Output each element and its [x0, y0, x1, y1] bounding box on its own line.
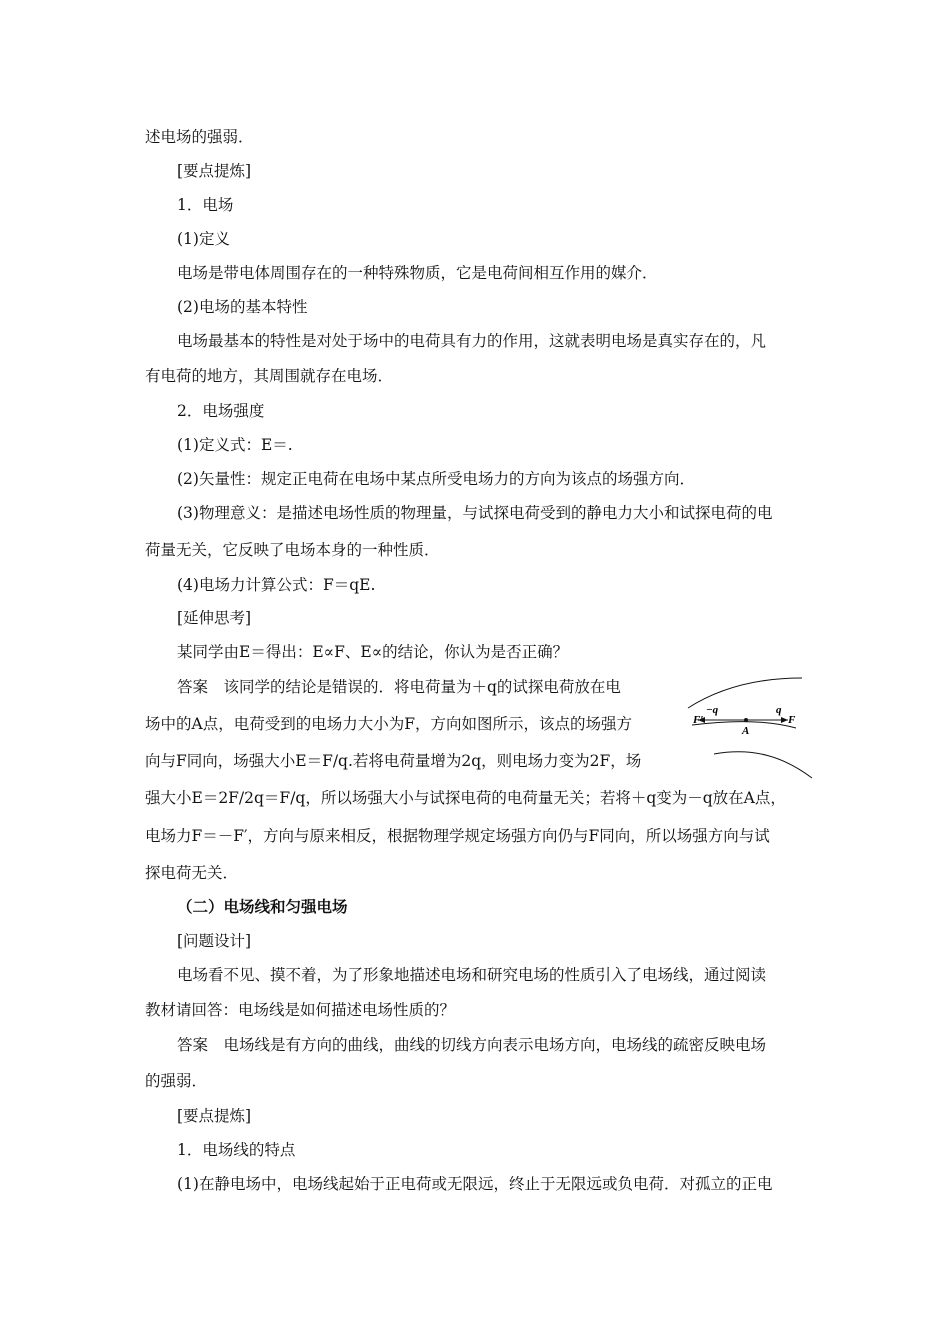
section-label-extended-thinking: [延伸思考] [177, 609, 252, 627]
arrow-right-icon [781, 717, 788, 723]
paragraph-basic-property-line2: 有电荷的地方，其周围就存在电场． [145, 367, 394, 385]
section-heading-field-lines: （二）电场线和匀强电场 [177, 897, 348, 916]
answer-line1: 答案 该同学的结论是错误的．将电荷量为＋q的试探电荷放在电 [177, 678, 621, 696]
paragraph-question-line1: 电场看不见、摸不着，为了形象地描述电场和研究电场的性质引入了电场线，通过阅读 [177, 966, 767, 984]
subheading-definition: (1)定义 [177, 230, 230, 248]
label-q: q [776, 704, 782, 716]
label-point-a: A [742, 725, 750, 737]
answer-line6: 探电荷无关． [145, 864, 239, 882]
section-label-question-design: [问题设计] [177, 932, 252, 950]
item-static-field-line1: (1)在静电场中，电场线起始于正电荷或无限远，终止于无限远或负电荷．对孤立的正电 [177, 1175, 773, 1193]
label-f: F [788, 714, 796, 726]
paragraph-question-line2: 教材请回答：电场线是如何描述电场性质的？ [145, 1001, 456, 1019]
paragraph-basic-property-line1: 电场最基本的特性是对处于场中的电荷具有力的作用，这就表明电场是真实存在的，凡 [177, 332, 767, 350]
label-neg-q: −q [706, 704, 719, 716]
heading-field-strength: 2．电场强度 [177, 402, 265, 420]
answer-line4: 强大小E＝2F/2q＝F/q，所以场强大小与试探电荷的电荷量无关；若将＋q变为－q放在A点， [145, 789, 786, 807]
electric-field-diagram [684, 675, 814, 780]
heading-field-line-features: 1．电场线的特点 [177, 1141, 296, 1159]
paragraph-continuation: 述电场的强弱． [145, 128, 254, 146]
answer-line2: 场中的A点，电荷受到的电场力大小为F，方向如图所示，该点的场强方 [145, 715, 632, 733]
question-text: 某同学由E＝得出：E∝F、E∝的结论，你认为是否正确？ [177, 643, 569, 661]
answer-line5: 电场力F＝－F′，方向与原来相反，根据物理学规定场强方向仍与F同向，所以场强方向与试 [145, 827, 770, 845]
answer-field-lines-line1: 答案 电场线是有方向的曲线，曲线的切线方向表示电场方向，电场线的疏密反映电场 [177, 1036, 767, 1054]
heading-electric-field: 1．电场 [177, 196, 234, 214]
answer-field-lines-line2: 的强弱． [145, 1072, 208, 1090]
field-line-lower [714, 752, 812, 778]
item-vector-property: (2)矢量性：规定正电荷在电场中某点所受电场力的方向为该点的场强方向． [177, 470, 695, 488]
item-physical-meaning-line1: (3)物理意义：是描述电场性质的物理量，与试探电荷受到的静电力大小和试探电荷的电 [177, 504, 773, 522]
subheading-basic-property: (2)电场的基本特性 [177, 298, 308, 316]
section-label-key-points: [要点提炼] [177, 162, 252, 180]
item-force-formula: (4)电场力计算公式：F＝qE. [177, 576, 376, 594]
point-a-dot [744, 718, 748, 722]
label-f-prime: F′ [693, 714, 704, 726]
item-definition-formula: (1)定义式：E＝. [177, 436, 293, 454]
paragraph-definition: 电场是带电体周围存在的一种特殊物质，它是电荷间相互作用的媒介． [177, 264, 658, 282]
item-physical-meaning-line2: 荷量无关，它反映了电场本身的一种性质． [145, 541, 440, 559]
answer-line3: 向与F同向，场强大小E＝F/q.若将电荷量增为2q，则电场力变为2F，场 [145, 752, 642, 770]
section-label-key-points-2: [要点提炼] [177, 1107, 252, 1125]
